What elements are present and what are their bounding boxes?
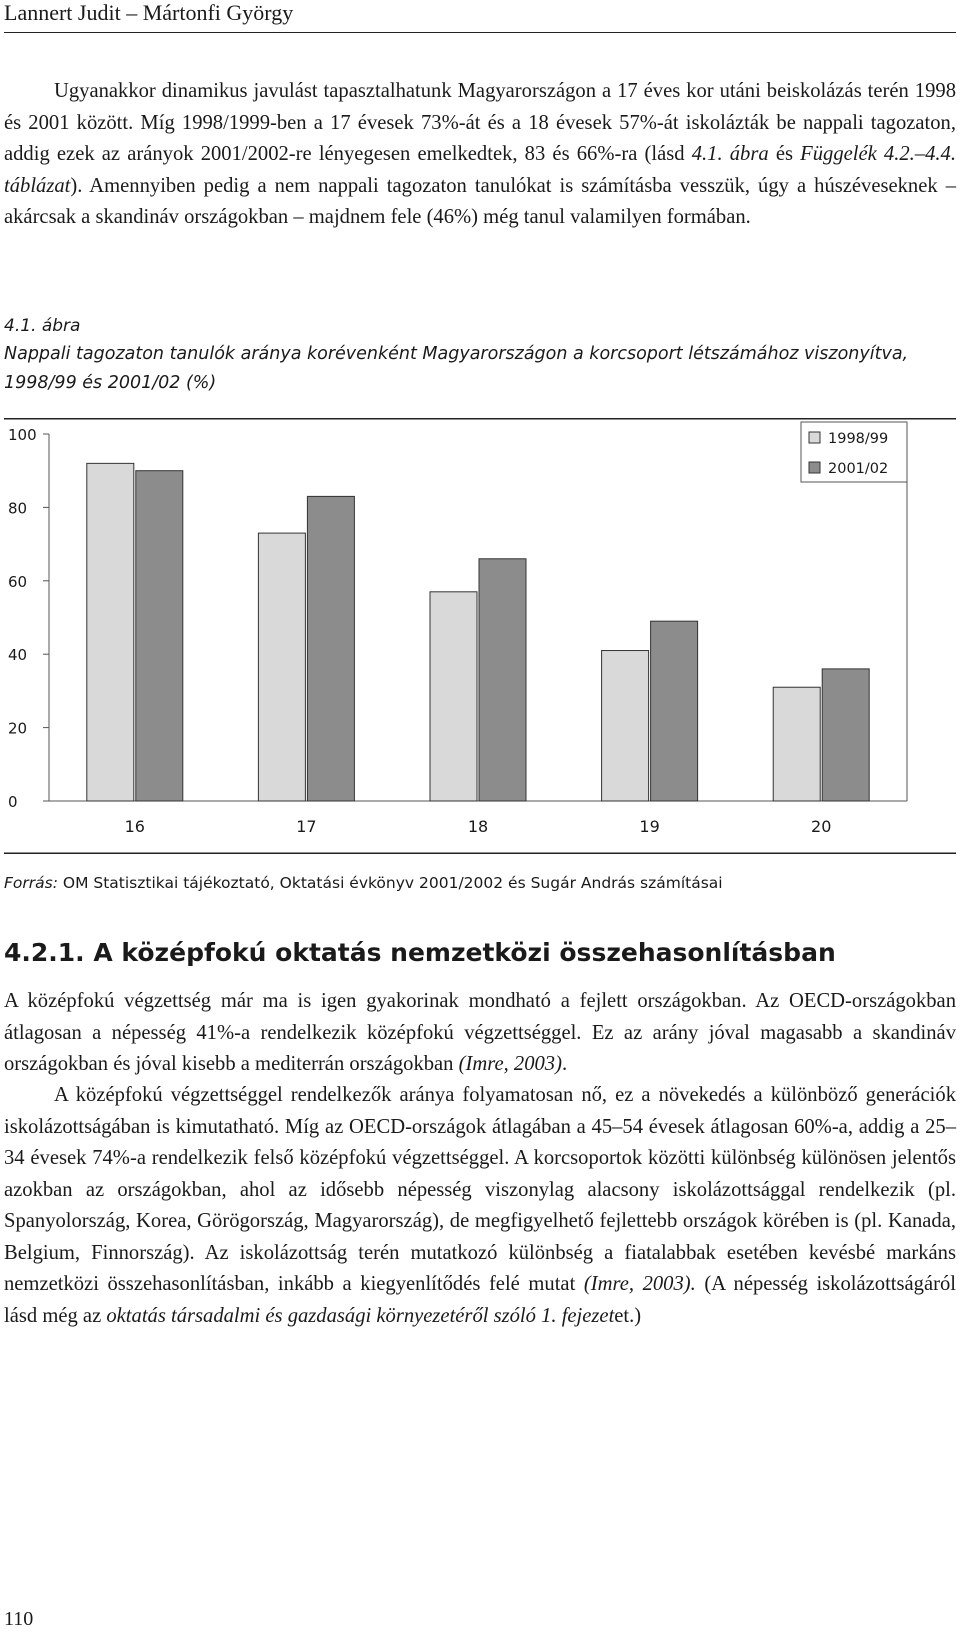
paragraph-1-text-c: ). Amennyiben pedig a nem nappali tagozaton tanulókat is számításba vesszük, úgy a húszéveseknek – akárcsak a skandináv országokban – majdnem fele (46%) még tanul valamilyen formában. [4, 174, 956, 228]
bar-1998-99-age-19 [602, 651, 649, 801]
section-title: 4.2.1. A középfokú oktatás nemzetközi összehasonlításban [4, 938, 836, 967]
bar-chart [4, 418, 956, 854]
paragraph-2-text-b: . [561, 1053, 568, 1075]
source-label: Forrás: [4, 874, 58, 892]
appendix-reference: Függelék 4.2.–4.4. táblázat [4, 143, 957, 197]
source-text: OM Statisztikai tájékoztató, Oktatási évkönyv 2001/2002 és Sugár András számításai [57, 874, 723, 892]
bar-2001-02-age-18 [479, 559, 526, 801]
y-tick-label: 80 [8, 499, 28, 518]
paragraph-3-text-a: A középfokú végzettséggel rendelkezők aránya folyamatosan nő, ez a növekedés a különböző generációk iskolázottságában is kimutatható. Míg az OECD-országok átlagában a 45–54 évesek átlagosan 60%-a, addig a 25–34 évesek 74%-a rendelkezik felső középfokú végzettséggel. A korcsoportok közötti különbség különösen jelentős azokban az országokban, ahol az idősebb népesség viszonylag alacsony iskolázottsággal rendelkezik (pl. Spanyolország, Korea, Görögország, Magyarország), de megfigyelhető fejlettebb országok körében is (pl. Kanada, Belgium, Finnország). Az iskolázottság terén mutatkozó különbség a fiatalabbak esetében kevésbé markáns nemzetközi összehasonlításban, inkább a kiegyenlítődés felé mutat [4, 1084, 956, 1295]
bar-2001-02-age-19 [651, 621, 698, 801]
x-tick-label: 20 [811, 817, 832, 836]
paragraph-3 [4, 1080, 956, 1332]
x-tick-label: 19 [639, 817, 660, 836]
chapter-reference: oktatás társadalmi és gazdasági környezetéről szóló 1. fejezet [106, 1304, 615, 1327]
figure-source [4, 874, 723, 892]
y-tick-label: 100 [8, 426, 37, 444]
paragraph-3-text-c: et.) [614, 1304, 642, 1327]
x-tick-label: 18 [467, 817, 489, 836]
figure-label: 4.1. ábra [4, 316, 81, 336]
y-tick-label: 20 [8, 719, 28, 738]
y-tick-label: 40 [8, 646, 28, 665]
x-tick-label: 17 [296, 817, 317, 836]
legend-label: 2001/02 [828, 461, 889, 477]
bar-1998-99-age-20 [773, 687, 820, 801]
header-rule [4, 32, 956, 33]
x-tick-label: 16 [124, 817, 145, 836]
legend-label: 1998/99 [828, 431, 889, 447]
bar-chart-svg [4, 418, 956, 854]
bar-2001-02-age-17 [307, 496, 354, 801]
paragraph-2-text-a: A középfokú végzettség már ma is igen gyakorinak mondható a fejlett országokban. Az OECD-országokban átlagosan a népesség 41%-a rendelkezik középfokú végzettséggel. Ez az arány jóval magasabb a skandináv országokban és jóval kisebb a mediterrán országokban [4, 990, 956, 1075]
page-number: 110 [4, 1608, 34, 1630]
bar-1998-99-age-17 [258, 533, 305, 801]
bar-2001-02-age-16 [136, 471, 183, 801]
figure-caption: Nappali tagozaton tanulók aránya korévenként Magyarországon a korcsoport létszámához viszonyítva, 1998/99 és 2001/02 (%) [4, 344, 909, 393]
bar-1998-99-age-16 [87, 463, 134, 801]
citation: (Imre, 2003) [458, 1053, 562, 1075]
bar-1998-99-age-18 [430, 592, 477, 801]
bar-2001-02-age-20 [822, 669, 869, 801]
legend-swatch [809, 432, 820, 443]
paragraph-1-text-b: és [768, 143, 801, 165]
paragraph-1-text-a: Ugyanakkor dinamikus javulást tapasztalhatunk Magyarországon a 17 éves kor utáni beiskolázás terén 1998 és 2001 között. Míg 1998/1999-ben a 17 évesek 73%-át és a 18 évesek 57%-át iskolázták be nappali tagozaton, addig ezek az arányok 2001/2002-re lényegesen emelkedtek, 83 és 66%-ra (lásd [4, 80, 956, 165]
paragraph-1 [4, 76, 956, 234]
running-head: Lannert Judit – Mártonfi György [4, 0, 294, 25]
figure-reference: 4.1. ábra [691, 143, 769, 165]
y-tick-label: 60 [8, 572, 28, 591]
citation: (Imre, 2003). [583, 1273, 696, 1295]
legend-swatch [809, 462, 820, 473]
paragraph-3-text-b: (A népesség iskolázottságáról lásd még az [4, 1273, 956, 1327]
y-tick-label: 0 [8, 793, 18, 811]
paragraph-2 [4, 986, 956, 1081]
